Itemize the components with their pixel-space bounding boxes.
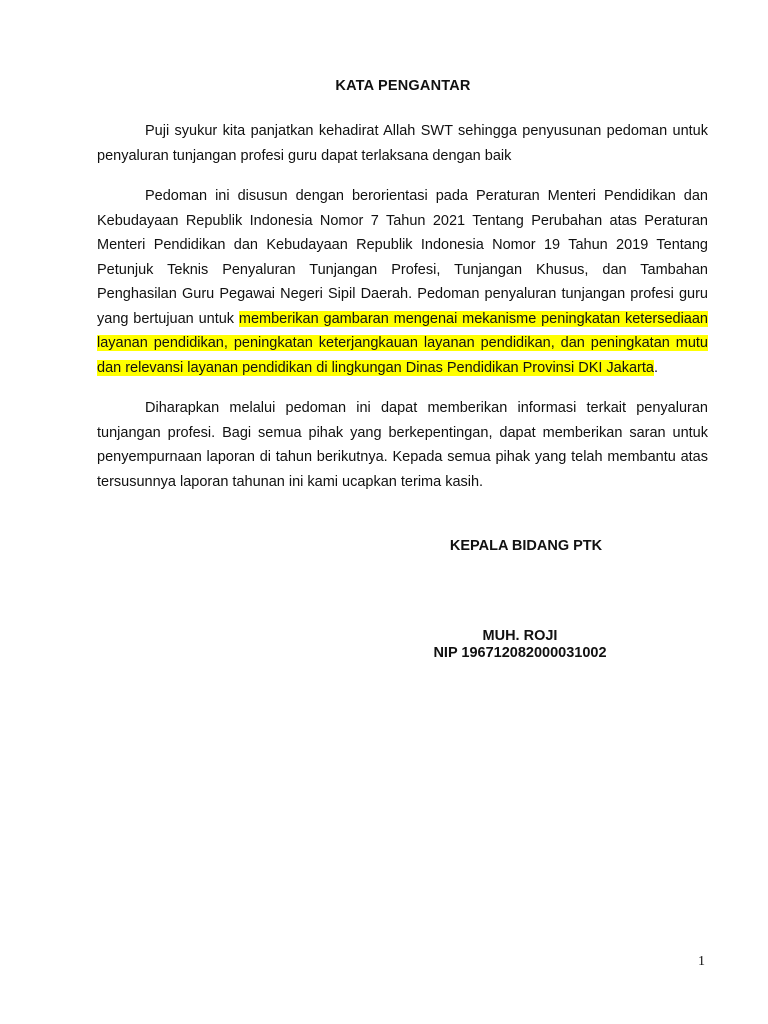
paragraph-purpose — [97, 184, 708, 380]
signature-block — [404, 628, 636, 662]
signature-role: KEPALA BIDANG PTK — [449, 538, 603, 554]
signature-nip: NIP 196712082000031002 — [433, 645, 607, 661]
highlighted-text: memberikan gambaran mengenai mekanisme peningkatan ketersediaan layanan pendidikan, peningkatan keterjangkauan layanan pendidikan, dan peningkatan mutu dan relevansi layanan pendidikan di lingkungan Dinas Pendidikan Provinsi DKI Jakarta — [97, 310, 708, 376]
paragraph-purpose-text: Pedoman ini disusun dengan berorientasi pada Peraturan Menteri Pendidikan dan Kebudayaan Republik Indonesia Nomor 7 Tahun 2021 Tentang Perubahan atas Peraturan Menteri Pendidikan dan Kebudayaan Republik Indonesia Nomor 19 Tahun 2019 Tentang Petunjuk Teknis Penyaluran Tunjangan Profesi, Tunjangan Khusus, dan Tambahan Penghasilan Guru Pegawai Negeri Sipil Daerah. Pedoman penyaluran tunjangan profesi guru yang bertujuan untuk — [97, 188, 708, 327]
paragraph-opening-text: Puji syukur kita panjatkan kehadirat Allah SWT sehingga penyusunan pedoman untuk penyaluran tunjangan profesi guru dapat terlaksana dengan baik — [97, 123, 708, 164]
page-number: 1 — [698, 954, 705, 969]
paragraph-closing-text: Diharapkan melalui pedoman ini dapat memberikan informasi terkait penyaluran tunjangan profesi. Bagi semua pihak yang berkepentingan, dapat memberikan saran untuk penyempurnaan laporan di tahun berikutnya. Kepada semua pihak yang telah membantu atas tersusunnya laporan tahunan ini kami ucapkan terima kasih. — [97, 400, 708, 490]
document-title: KATA PENGANTAR — [335, 78, 471, 94]
document-body — [97, 119, 708, 510]
paragraph-closing — [97, 396, 708, 494]
paragraph-purpose-end: . — [653, 359, 659, 376]
signature-name: MUH. ROJI — [482, 628, 558, 644]
paragraph-opening — [97, 119, 708, 168]
